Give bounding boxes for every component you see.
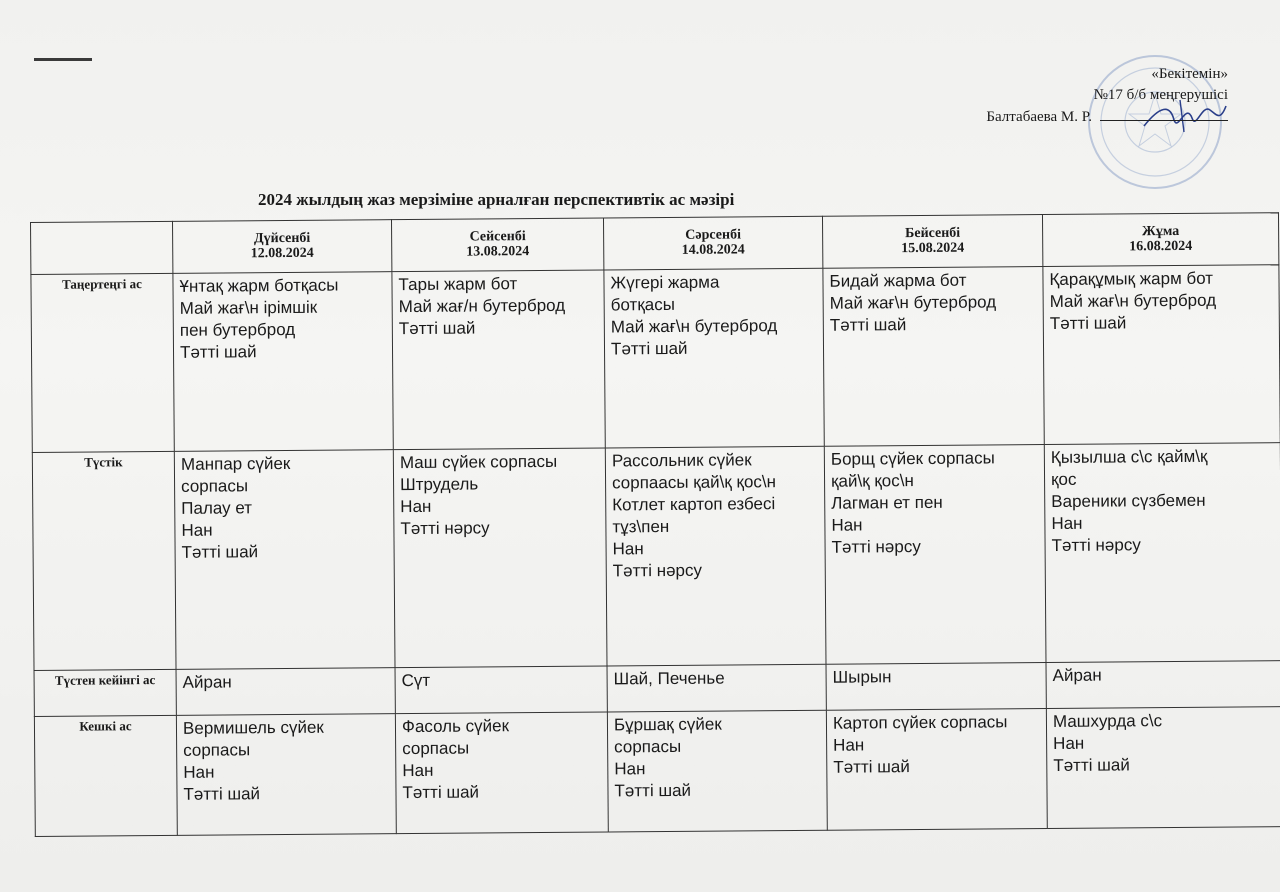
- dish-line: Бидай жарма бот: [829, 270, 967, 291]
- meal-name: Таңертеңгі ас: [31, 273, 174, 452]
- day-date: 12.08.2024: [250, 245, 314, 262]
- dish-line: Шай, Печенье: [613, 668, 725, 689]
- dish-line: Ұнтақ жарм ботқасы: [179, 275, 339, 296]
- meal-row: [31, 265, 1280, 453]
- dish-line: сорпаасы қай\қ қос\н: [611, 472, 777, 493]
- dish-cell: [395, 666, 607, 714]
- dish-line: Тәтті шай: [610, 338, 688, 359]
- dish-line: Нан: [1051, 513, 1083, 533]
- dish-line: Манпар сүйек: [180, 453, 291, 474]
- approval-signer: [986, 106, 1228, 128]
- dish-line: Нан: [614, 759, 646, 779]
- dish-line: Маш сүйек сорпасы: [399, 451, 558, 473]
- dish-line: Май жағ\н бутерброд: [610, 316, 778, 337]
- day-name: Сейсенбі: [469, 229, 526, 245]
- day-header: [822, 215, 1042, 269]
- dish-cell: [604, 268, 824, 448]
- dish-line: Тәтті шай: [402, 782, 480, 803]
- dish-cell: [607, 664, 826, 712]
- dish-line: Тәтті шай: [1049, 313, 1127, 333]
- day-header: [1042, 213, 1278, 267]
- approval-block: [986, 64, 1228, 128]
- dish-line: Тәтті шай: [1053, 755, 1130, 775]
- dish-cell: [1046, 707, 1280, 829]
- dish-line: Лагман ет пен: [831, 492, 943, 513]
- dish-line: Нан: [181, 520, 213, 540]
- day-date: 16.08.2024: [1129, 238, 1193, 255]
- dish-line: сорпасы: [181, 476, 249, 496]
- meal-row: [34, 707, 1280, 837]
- dish-line: Жүгері жарма: [610, 272, 720, 293]
- dish-line: Тәтті шай: [181, 542, 259, 562]
- dish-line: Фасоль сүйек: [401, 716, 510, 737]
- day-name: Жұма: [1141, 223, 1180, 240]
- meal-name: Түстен кейінгі ас: [34, 669, 176, 716]
- dish-cell: [392, 270, 605, 450]
- day-header: [172, 220, 391, 274]
- menu-table: [30, 212, 1280, 837]
- dish-line: Нан: [400, 496, 432, 517]
- dish-cell: [1046, 661, 1280, 709]
- day-name: Дүйсенбі: [253, 230, 311, 247]
- page-title: 2024 жылдың жаз мерзіміне арналған перспективтік ас мәзірі: [258, 190, 735, 209]
- dish-line: Нан: [612, 539, 644, 559]
- dish-line: Нан: [183, 762, 215, 782]
- dish-line: Тәтті шай: [183, 784, 261, 804]
- dish-line: Палау ет: [181, 498, 253, 518]
- dish-cell: [173, 272, 393, 452]
- day-date: 13.08.2024: [466, 244, 530, 260]
- dish-line: Май жағ/н бутерброд: [398, 295, 566, 317]
- dish-line: тұз\пен: [612, 516, 670, 537]
- dish-line: Тәтті шай: [833, 757, 910, 777]
- day-name: Сәрсенбі: [685, 227, 742, 243]
- dish-line: Тәтті шай: [398, 318, 476, 339]
- meal-name: Түстік: [32, 451, 176, 670]
- dish-cell: [395, 712, 608, 834]
- dish-line: Вареники сүзбемен: [1051, 490, 1206, 511]
- dish-cell: [176, 714, 396, 836]
- approval-signer-name: Балтабаева М. Р.: [986, 109, 1092, 125]
- meal-name: Кешкі ас: [34, 715, 177, 836]
- dish-line: Картоп сүйек сорпасы: [832, 712, 1008, 733]
- approval-title: «Бекітемін»: [1151, 66, 1228, 82]
- day-header: [391, 218, 603, 272]
- dish-line: Тәтті шай: [829, 315, 907, 335]
- dish-line: ботқасы: [610, 294, 675, 315]
- header-dash: [34, 58, 92, 61]
- dish-line: Нан: [1053, 733, 1085, 753]
- dish-line: Тәтті шай: [179, 342, 257, 362]
- dish-line: Қызылша с\с қайм\қ: [1050, 446, 1208, 467]
- approval-position: №17 б/б меңгерушісі: [1093, 87, 1228, 103]
- dish-line: Нан: [833, 735, 865, 755]
- dish-line: Котлет картоп езбесі: [612, 494, 776, 515]
- dish-line: Тәтті шай: [614, 780, 692, 801]
- dish-line: Айран: [1052, 665, 1102, 685]
- dish-line: Штрудель: [399, 474, 479, 495]
- dish-line: Рассольник сүйек: [611, 450, 752, 471]
- dish-line: Май жағ\н бутерброд: [1049, 290, 1217, 311]
- meal-row: [32, 443, 1280, 671]
- dish-line: қай\қ қос\н: [830, 471, 914, 491]
- dish-line: Айран: [182, 672, 232, 692]
- corner-cell: [31, 221, 173, 274]
- dish-cell: [826, 663, 1046, 711]
- dish-line: Тәтті нәрсу: [612, 560, 703, 581]
- dish-cell: [174, 450, 395, 670]
- dish-line: Тәтті нәрсу: [1051, 535, 1141, 555]
- dish-line: Машхурда с\с: [1052, 711, 1163, 731]
- dish-line: Бұршақ сүйек: [613, 714, 722, 735]
- dish-cell: [826, 709, 1047, 831]
- day-date: 14.08.2024: [681, 242, 745, 258]
- dish-line: Тәтті нәрсу: [400, 518, 490, 539]
- dish-cell: [1044, 443, 1280, 663]
- dish-line: Тәтті нәрсу: [831, 537, 921, 557]
- dish-line: Нан: [402, 760, 434, 781]
- dish-line: сорпасы: [614, 736, 682, 757]
- day-date: 15.08.2024: [901, 240, 965, 257]
- dish-cell: [605, 446, 826, 666]
- day-name: Бейсенбі: [905, 225, 961, 242]
- dish-cell: [823, 267, 1044, 447]
- day-header: [603, 216, 822, 270]
- dish-line: Сүт: [401, 670, 431, 691]
- dish-cell: [824, 445, 1046, 665]
- dish-line: сорпасы: [183, 740, 251, 760]
- dish-line: қос: [1050, 469, 1077, 489]
- dish-cell: [1043, 265, 1280, 445]
- dish-line: Тары жарм бот: [398, 274, 518, 295]
- signature-line: [1100, 106, 1228, 121]
- dish-line: Вермишель сүйек: [182, 717, 324, 738]
- dish-line: Шырын: [832, 667, 892, 687]
- dish-line: Май жағ\н ірімшік: [179, 297, 318, 318]
- dish-line: Нан: [831, 515, 863, 535]
- dish-line: Борщ сүйек сорпасы: [830, 448, 995, 469]
- dish-line: Қарақұмық жарм бот: [1049, 268, 1214, 289]
- dish-line: пен бутерброд: [179, 319, 296, 340]
- dish-line: Май жағ\н бутерброд: [829, 292, 997, 313]
- dish-cell: [393, 448, 607, 668]
- dish-line: сорпасы: [402, 738, 470, 759]
- dish-cell: [607, 710, 827, 832]
- dish-cell: [176, 668, 395, 716]
